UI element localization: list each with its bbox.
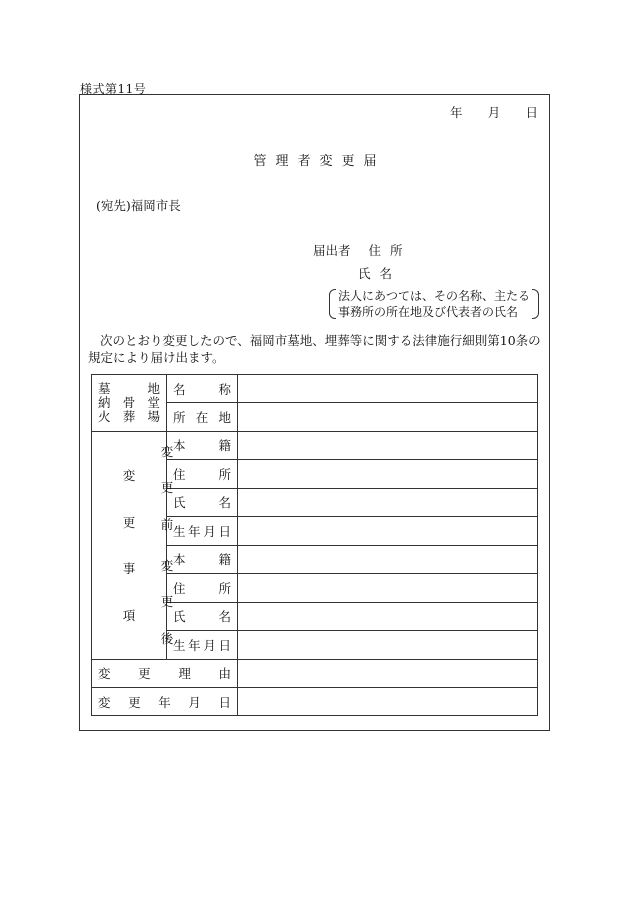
corp-note-line2: 事務所の所在地及び代表者の氏名 [338, 305, 519, 319]
before-domicile-label: 本 籍 [167, 431, 238, 460]
date-day: 日 [525, 105, 538, 120]
after-birthdate-label: 生 年 月 日 [167, 631, 238, 660]
applicant-address-row [313, 241, 412, 259]
after-domicile-value[interactable] [238, 545, 538, 574]
facility-location-label: 所 在 地 [167, 403, 238, 431]
before-domicile-value[interactable] [238, 431, 538, 460]
address-label: 住所 [368, 243, 412, 258]
document-title: 管理者変更届 [253, 154, 386, 169]
change-date-value[interactable] [238, 687, 538, 715]
before-birthdate-label: 生 年 月 日 [167, 517, 238, 546]
facility-name-value[interactable] [238, 375, 538, 403]
before-birthdate-value[interactable] [238, 517, 538, 546]
name-label: 氏名 [358, 266, 402, 281]
applicant-name-row [358, 264, 401, 282]
facility-name-row [92, 375, 538, 403]
bracket-right [532, 289, 539, 319]
after-name-value[interactable] [238, 602, 538, 631]
facility-label-cell [92, 375, 167, 432]
applicant-label: 届出者 [313, 243, 351, 258]
change-date-row [92, 687, 538, 715]
before-name-value[interactable] [238, 488, 538, 517]
corporation-note [329, 287, 539, 321]
before-address-value[interactable] [238, 460, 538, 489]
reason-value[interactable] [238, 659, 538, 687]
after-domicile-label: 本 籍 [167, 545, 238, 574]
date-year: 年 [450, 105, 463, 120]
before-address-label: 住 所 [167, 460, 238, 489]
body-text: 次のとおり変更したので、福岡市墓地、埋葬等に関する法律施行細則第10条の規定により届け出ます。 [88, 333, 541, 365]
addressee: (宛先)福岡市長 [96, 198, 181, 213]
before-domicile-row [92, 431, 538, 460]
reason-row [92, 659, 538, 687]
change-table [91, 374, 538, 716]
facility-line-1: 墓 地 [98, 380, 161, 396]
change-items-label: 変 更 事 項 [92, 431, 167, 659]
change-date-label: 変 更 年 月 日 [92, 687, 238, 715]
facility-location-value[interactable] [238, 403, 538, 431]
form-number: 様式第11号 [80, 82, 147, 96]
corp-note-line1: 法人にあつては、その名称、主たる [338, 289, 531, 303]
after-address-label: 住 所 [167, 574, 238, 603]
reason-label: 変 更 理 由 [92, 659, 238, 687]
facility-line-3: 火 葬 場 [98, 408, 161, 424]
before-name-label: 氏 名 [167, 488, 238, 517]
after-name-label: 氏 名 [167, 602, 238, 631]
after-birthdate-value[interactable] [238, 631, 538, 660]
after-address-value[interactable] [238, 574, 538, 603]
date-line [420, 103, 538, 121]
bracket-left [329, 289, 336, 319]
date-month: 月 [487, 105, 501, 120]
facility-line-2: 納 骨 堂 [98, 394, 161, 410]
facility-name-label: 名 称 [167, 375, 238, 403]
